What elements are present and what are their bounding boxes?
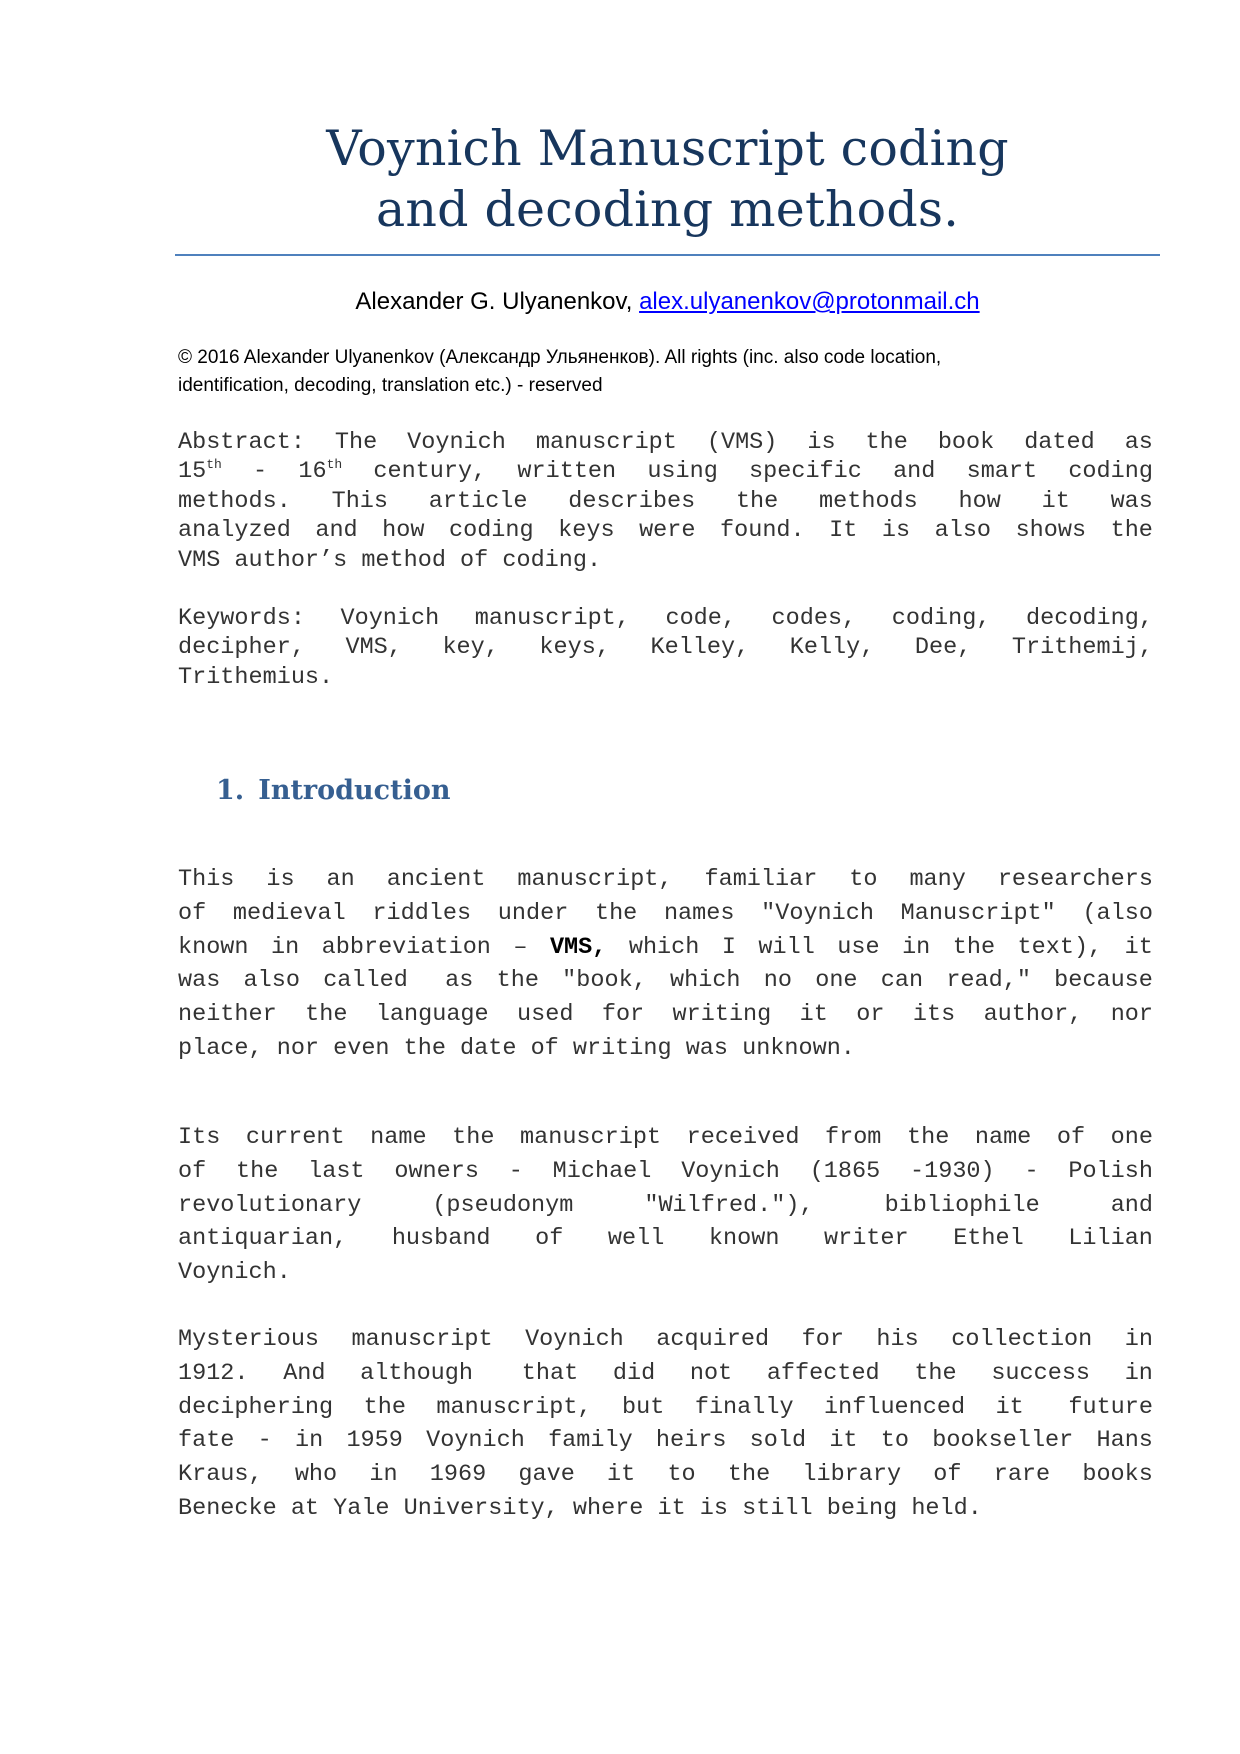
word: – bbox=[513, 933, 528, 961]
word: describes bbox=[568, 487, 696, 515]
word: Mysterious bbox=[178, 1326, 320, 1353]
word: 1969 bbox=[429, 1461, 487, 1489]
text-line bbox=[178, 1032, 1153, 1066]
word: one bbox=[815, 967, 858, 995]
word: manuscript bbox=[535, 429, 677, 456]
word: the bbox=[1110, 517, 1153, 545]
word: 1912. bbox=[178, 1359, 249, 1387]
word: Its bbox=[178, 1124, 221, 1151]
word: sold bbox=[749, 1427, 807, 1455]
word: gave bbox=[518, 1461, 575, 1489]
word: name bbox=[370, 1124, 427, 1151]
text-line bbox=[178, 998, 1153, 1032]
word: husband bbox=[391, 1225, 491, 1253]
word: It bbox=[829, 517, 858, 545]
word: how bbox=[382, 517, 425, 545]
word: (1865 bbox=[809, 1157, 881, 1185]
word: and bbox=[1110, 1191, 1153, 1219]
author-email-link[interactable]: alex.ulyanenkov@protonmail.ch bbox=[639, 288, 980, 315]
word: Polish bbox=[1068, 1157, 1153, 1185]
word: of bbox=[178, 1157, 207, 1185]
text-line bbox=[178, 1155, 1153, 1189]
word: and bbox=[893, 458, 936, 486]
text-line bbox=[178, 1357, 1153, 1391]
text-line bbox=[178, 604, 1153, 633]
word: Manuscript" bbox=[900, 899, 1056, 927]
word: which bbox=[670, 967, 741, 995]
word: did bbox=[612, 1359, 656, 1387]
word: his bbox=[876, 1326, 919, 1353]
word: to bbox=[880, 1427, 909, 1455]
word: Voynich. bbox=[178, 1259, 291, 1287]
word: VMS, bbox=[549, 933, 607, 961]
word: "Wilfred."), bbox=[644, 1191, 814, 1219]
word: not bbox=[689, 1359, 733, 1387]
word: was bbox=[1110, 487, 1153, 515]
word: VMS, bbox=[345, 634, 402, 662]
word: many bbox=[909, 866, 966, 893]
word: its bbox=[912, 1001, 956, 1029]
word: is bbox=[881, 517, 911, 545]
paragraph-2 bbox=[178, 1121, 1153, 1290]
word: an bbox=[326, 866, 355, 893]
word: also bbox=[934, 517, 992, 545]
title-line-2: and decoding methods. bbox=[375, 181, 960, 238]
word: it bbox=[829, 1427, 858, 1455]
word: where bbox=[572, 1494, 644, 1522]
word: still bbox=[742, 1494, 813, 1522]
word: owners bbox=[394, 1157, 479, 1185]
text-line bbox=[178, 516, 1153, 545]
word: shows bbox=[1015, 517, 1087, 545]
word: it bbox=[657, 1494, 686, 1522]
word: influenced bbox=[824, 1393, 966, 1421]
section-number: 1. bbox=[216, 775, 245, 806]
paper-title bbox=[175, 118, 1160, 240]
word: writer bbox=[824, 1225, 909, 1253]
word: author, bbox=[983, 1001, 1083, 1029]
word: Voynich bbox=[407, 429, 506, 456]
word: "book, bbox=[562, 967, 647, 995]
word: collection bbox=[951, 1326, 1093, 1353]
text-line bbox=[178, 1424, 1153, 1458]
word: for bbox=[801, 1326, 844, 1353]
word: key, bbox=[442, 634, 499, 662]
text-line bbox=[178, 1492, 1153, 1526]
word: library bbox=[802, 1461, 902, 1489]
title-underline-divider bbox=[175, 254, 1160, 256]
word: from bbox=[825, 1124, 882, 1151]
word: keys bbox=[558, 517, 615, 545]
word: manuscript bbox=[351, 1326, 493, 1353]
word: Hans bbox=[1096, 1427, 1153, 1455]
word: who bbox=[294, 1461, 338, 1489]
word: researchers bbox=[997, 866, 1153, 893]
word: of bbox=[535, 1225, 564, 1253]
word: names bbox=[663, 899, 735, 927]
word: the bbox=[594, 899, 638, 927]
word: because bbox=[1054, 967, 1153, 995]
word: writing bbox=[572, 1034, 672, 1062]
word: held. bbox=[911, 1494, 982, 1522]
word: keys, bbox=[539, 634, 610, 662]
title-line-1: Voynich Manuscript coding bbox=[326, 120, 1009, 177]
text-line bbox=[178, 1391, 1153, 1425]
word: book bbox=[937, 429, 995, 456]
word: Kelley, bbox=[650, 634, 750, 662]
text-line bbox=[178, 1323, 1153, 1357]
author-name: Alexander G. Ulyanenkov, bbox=[355, 288, 640, 315]
word: the bbox=[236, 1157, 279, 1185]
word: (also bbox=[1082, 899, 1153, 927]
word: future bbox=[1054, 1393, 1153, 1421]
word: name bbox=[974, 1124, 1032, 1151]
text-line bbox=[178, 428, 1153, 457]
word: Kraus, bbox=[178, 1461, 263, 1489]
word: Benecke bbox=[178, 1494, 277, 1522]
word: it bbox=[1124, 933, 1153, 961]
word: it bbox=[799, 1001, 828, 1029]
word: the bbox=[735, 487, 779, 515]
word: success bbox=[991, 1359, 1091, 1387]
word: the bbox=[914, 1359, 957, 1387]
word: also bbox=[243, 967, 300, 995]
word: the bbox=[496, 967, 539, 995]
word: manuscript bbox=[520, 1124, 662, 1151]
word: of bbox=[530, 1034, 559, 1062]
word: 1959 bbox=[346, 1427, 403, 1455]
text-line bbox=[178, 663, 1153, 692]
word: manuscript, bbox=[474, 605, 630, 632]
word: "Voynich bbox=[761, 899, 874, 927]
word: methods. bbox=[178, 487, 291, 515]
word: Michael bbox=[552, 1157, 652, 1185]
word: manuscript, bbox=[517, 866, 673, 893]
word: that bbox=[507, 1359, 579, 1387]
word: how bbox=[958, 487, 1001, 515]
author-line bbox=[175, 288, 1160, 316]
word: books bbox=[1082, 1461, 1153, 1489]
word: The bbox=[334, 429, 378, 456]
word: Keywords: bbox=[178, 605, 305, 632]
word: This bbox=[178, 866, 235, 893]
word: Dee, bbox=[914, 634, 972, 662]
word: methods bbox=[819, 487, 918, 515]
word: (pseudonym bbox=[432, 1191, 574, 1219]
word: 15th bbox=[178, 457, 222, 486]
word: the bbox=[305, 1001, 348, 1029]
word: place, bbox=[178, 1034, 263, 1062]
text-line bbox=[178, 863, 1153, 897]
word: medieval bbox=[232, 899, 346, 927]
paragraph-3 bbox=[178, 1323, 1153, 1526]
word: nor bbox=[276, 1034, 320, 1062]
copyright-line-2: identification, decoding, translation etc.) - reserved bbox=[178, 375, 603, 396]
section-heading-introduction bbox=[216, 775, 450, 806]
word: deciphering bbox=[178, 1393, 334, 1421]
word: the bbox=[865, 429, 908, 456]
word: Yale bbox=[333, 1494, 390, 1522]
word: decoding, bbox=[1026, 605, 1153, 632]
word: finally bbox=[694, 1393, 794, 1421]
text-line bbox=[178, 1121, 1153, 1155]
word: but bbox=[622, 1393, 665, 1421]
word: current bbox=[245, 1124, 345, 1151]
word: Lilian bbox=[1068, 1225, 1153, 1253]
word: the bbox=[906, 1124, 950, 1151]
text-line bbox=[178, 633, 1153, 662]
word: Ethel bbox=[953, 1225, 1024, 1253]
word: specific bbox=[749, 458, 862, 486]
word: Voynich bbox=[340, 605, 440, 632]
word: bibliophile bbox=[884, 1191, 1040, 1219]
word: -1930) bbox=[910, 1157, 995, 1185]
text-line bbox=[178, 487, 1153, 516]
word: affected bbox=[766, 1359, 880, 1387]
abstract bbox=[178, 428, 1153, 575]
word: the bbox=[363, 1393, 406, 1421]
word: article bbox=[428, 487, 528, 515]
word: known bbox=[708, 1225, 780, 1253]
word: in bbox=[270, 933, 300, 961]
word: even bbox=[333, 1034, 390, 1062]
word: riddles bbox=[372, 899, 472, 927]
word: This bbox=[331, 487, 389, 515]
word: no bbox=[763, 967, 792, 995]
word: written bbox=[517, 458, 617, 486]
word: will bbox=[758, 933, 815, 961]
word: antiquarian, bbox=[178, 1225, 348, 1253]
word: acquired bbox=[656, 1326, 770, 1353]
section-title: Introduction bbox=[258, 775, 451, 806]
word: family bbox=[548, 1427, 633, 1455]
word: author’s bbox=[234, 546, 348, 574]
word: used bbox=[517, 1001, 574, 1029]
word: date bbox=[460, 1034, 517, 1062]
word: heirs bbox=[655, 1427, 727, 1455]
word: Voynich bbox=[681, 1157, 780, 1185]
text-line bbox=[178, 964, 1153, 998]
word: or bbox=[856, 1001, 885, 1029]
word: for bbox=[601, 1001, 645, 1029]
word: it bbox=[1041, 487, 1070, 515]
word: in bbox=[902, 933, 931, 961]
word: it bbox=[607, 1461, 636, 1489]
word: using bbox=[647, 458, 718, 486]
word: was bbox=[178, 967, 221, 995]
word: in bbox=[295, 1427, 324, 1455]
word: - bbox=[508, 1157, 523, 1185]
word: of bbox=[460, 546, 489, 574]
word: (VMS) bbox=[706, 429, 778, 456]
word: it bbox=[995, 1393, 1024, 1421]
word: read," bbox=[946, 967, 1031, 995]
word: is bbox=[699, 1494, 729, 1522]
word: were bbox=[639, 517, 696, 545]
word: code, bbox=[665, 605, 736, 632]
word: familiar bbox=[704, 866, 818, 893]
word: which bbox=[628, 933, 700, 961]
word: to bbox=[849, 866, 878, 893]
word: coding. bbox=[502, 546, 602, 574]
word: the bbox=[452, 1124, 495, 1151]
paragraph-1 bbox=[178, 863, 1153, 1066]
word: bookseller bbox=[932, 1427, 1074, 1455]
word: is bbox=[266, 866, 295, 893]
word: in bbox=[1124, 1359, 1153, 1387]
word: fate bbox=[178, 1427, 235, 1455]
word: in bbox=[369, 1461, 398, 1489]
word: the bbox=[952, 933, 996, 961]
word: decipher, bbox=[178, 634, 305, 662]
word: abbreviation bbox=[321, 933, 491, 961]
word: century, bbox=[373, 458, 487, 486]
word: last bbox=[308, 1157, 365, 1185]
word: under bbox=[497, 899, 569, 927]
word: - bbox=[257, 1427, 272, 1455]
word: of bbox=[178, 899, 207, 927]
word: Voynich bbox=[426, 1427, 525, 1455]
word: dated bbox=[1024, 429, 1095, 456]
word: writing bbox=[672, 1001, 772, 1029]
word: method bbox=[361, 546, 446, 574]
word: rare bbox=[993, 1461, 1051, 1489]
word: coding, bbox=[891, 605, 991, 632]
text-line bbox=[178, 546, 1153, 575]
word: to bbox=[667, 1461, 696, 1489]
word: ancient bbox=[386, 866, 486, 893]
word: of bbox=[1056, 1124, 1086, 1151]
word: coding bbox=[449, 517, 534, 545]
word: VMS bbox=[178, 546, 221, 574]
word: at bbox=[290, 1494, 320, 1522]
word: one bbox=[1110, 1124, 1153, 1151]
word: use bbox=[837, 933, 880, 961]
word: is bbox=[807, 429, 836, 456]
text-line bbox=[178, 1222, 1153, 1256]
text-line bbox=[178, 1189, 1153, 1223]
word: was bbox=[685, 1034, 728, 1062]
text-line bbox=[178, 1458, 1153, 1492]
word: coding bbox=[1068, 458, 1153, 486]
word: and bbox=[315, 517, 358, 545]
word: although bbox=[360, 1359, 473, 1387]
word: smart bbox=[966, 458, 1038, 486]
text-line bbox=[178, 1256, 1153, 1290]
text-line bbox=[178, 931, 1153, 965]
word: - bbox=[253, 458, 268, 486]
copyright-notice bbox=[178, 344, 1078, 400]
word: Trithemius. bbox=[178, 663, 334, 691]
copyright-line-1: © 2016 Alexander Ulyanenkov (Александр Ульяненков). All rights (inc. also code location, bbox=[178, 347, 942, 368]
text-line bbox=[178, 897, 1153, 931]
word: Abstract: bbox=[178, 429, 305, 456]
word: nor bbox=[1110, 1001, 1153, 1029]
text-line bbox=[178, 457, 1153, 486]
word: manuscript, bbox=[436, 1393, 592, 1421]
word: Kelly, bbox=[789, 634, 875, 662]
word: of bbox=[933, 1461, 962, 1489]
word: revolutionary bbox=[178, 1191, 362, 1219]
keywords bbox=[178, 604, 1153, 692]
word: the bbox=[727, 1461, 771, 1489]
word: I bbox=[721, 933, 736, 961]
word: can bbox=[880, 967, 924, 995]
word: received bbox=[686, 1124, 800, 1151]
word: And bbox=[283, 1359, 326, 1387]
word: called bbox=[323, 967, 408, 995]
word: well bbox=[607, 1225, 665, 1253]
word: analyzed bbox=[178, 517, 291, 545]
word: known bbox=[178, 933, 249, 961]
word: language bbox=[375, 1001, 489, 1029]
word: Voynich bbox=[525, 1326, 624, 1353]
word: as bbox=[1124, 429, 1153, 456]
word: unknown. bbox=[742, 1034, 855, 1062]
word: neither bbox=[178, 1001, 277, 1029]
word: being bbox=[826, 1494, 898, 1522]
word: in bbox=[1124, 1326, 1153, 1353]
word: 16th bbox=[298, 457, 343, 486]
word: as bbox=[431, 967, 474, 995]
word: Trithemij, bbox=[1011, 634, 1153, 662]
word: text), bbox=[1017, 933, 1103, 961]
word: codes, bbox=[771, 605, 857, 632]
word: - bbox=[1024, 1157, 1039, 1185]
word: the bbox=[403, 1034, 446, 1062]
word: University, bbox=[403, 1494, 559, 1522]
word: found. bbox=[720, 517, 805, 545]
